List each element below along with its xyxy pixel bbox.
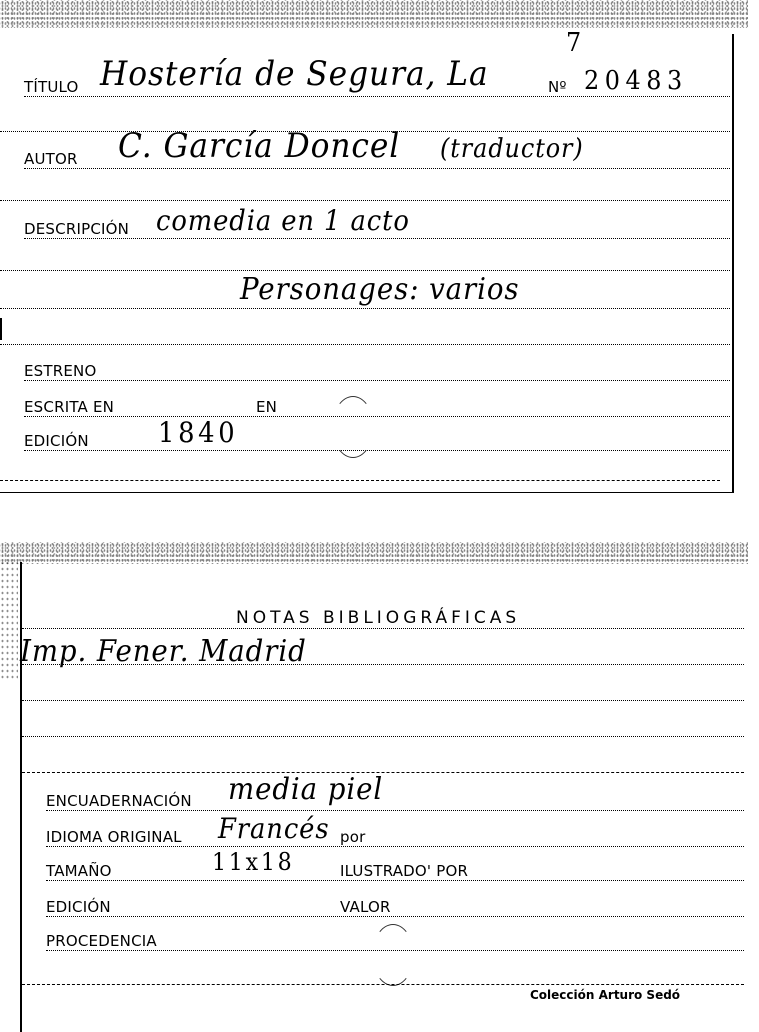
titulo-line: [24, 96, 730, 97]
titulo-label: TÍTULO: [24, 78, 79, 96]
idioma-label: IDIOMA ORIGINAL: [46, 828, 182, 846]
por-label: por: [340, 828, 366, 846]
tamano-label: TAMAÑO: [46, 862, 112, 880]
encuadernacion-label: ENCUADERNACIÓN: [46, 792, 192, 810]
edge-tick: [0, 318, 2, 340]
ruled-line: [22, 984, 744, 985]
descripcion-label: DESCRIPCIÓN: [24, 220, 130, 238]
autor-line: [24, 168, 730, 169]
ruled-line: [22, 700, 744, 701]
procedencia-label: PROCEDENCIA: [46, 932, 157, 950]
notas-value: Imp. Fener. Madrid: [20, 634, 307, 669]
ruled-line: [0, 480, 720, 481]
estreno-label: ESTRENO: [24, 362, 97, 380]
notas-heading: NOTAS BIBLIOGRÁFICAS: [236, 608, 521, 628]
escrita-label: ESCRITA EN: [24, 398, 115, 416]
card-edge-speckle: [0, 0, 748, 28]
ruled-line: [0, 200, 730, 201]
ilustrado-label: ILUSTRADO' POR: [340, 862, 469, 880]
valor-label: VALOR: [340, 898, 391, 916]
en-label: EN: [256, 398, 278, 416]
number-label: Nº: [548, 78, 567, 96]
idioma-line: [46, 846, 744, 847]
encuadernacion-value: media piel: [228, 772, 384, 807]
edicion-line-bottom: [46, 916, 744, 917]
ruled-line: [22, 628, 744, 629]
titulo-value: Hostería de Segura, La: [100, 54, 489, 94]
ruled-line: [22, 736, 744, 737]
ruled-line: [22, 664, 744, 665]
number-mark: 7: [566, 28, 583, 58]
autor-note: (traductor): [440, 134, 584, 164]
encuadernacion-line: [46, 810, 744, 811]
ruled-line: [0, 344, 730, 345]
catalog-card-bottom: [0, 540, 748, 1028]
edicion-label-bottom: EDICIÓN: [46, 898, 111, 916]
ruled-line: [0, 308, 730, 309]
estreno-line: [24, 380, 730, 381]
number-value: 20483: [584, 66, 688, 96]
ruled-line: [0, 270, 730, 271]
descripcion-extra: Personages: varios: [240, 272, 520, 307]
punch-hole-mark: [372, 924, 414, 986]
collection-credit: Colección Arturo Sedó: [530, 988, 681, 1002]
card-edge-speckle: [0, 542, 748, 564]
tamano-value: 11x18: [212, 848, 295, 876]
catalog-card-top: [0, 0, 748, 495]
descripcion-line: [24, 238, 730, 239]
card-side-speckle: [0, 560, 18, 680]
escrita-line: [24, 416, 730, 417]
edicion-line: [24, 450, 730, 451]
autor-label: AUTOR: [24, 150, 78, 168]
tamano-line: [46, 880, 744, 881]
edicion-label: EDICIÓN: [24, 432, 89, 450]
idioma-value: Francés: [218, 812, 330, 845]
punch-hole-mark: [332, 396, 374, 458]
descripcion-value: comedia en 1 acto: [156, 204, 410, 237]
autor-value: C. García Doncel: [118, 126, 401, 166]
edicion-value: 1840: [158, 416, 239, 449]
